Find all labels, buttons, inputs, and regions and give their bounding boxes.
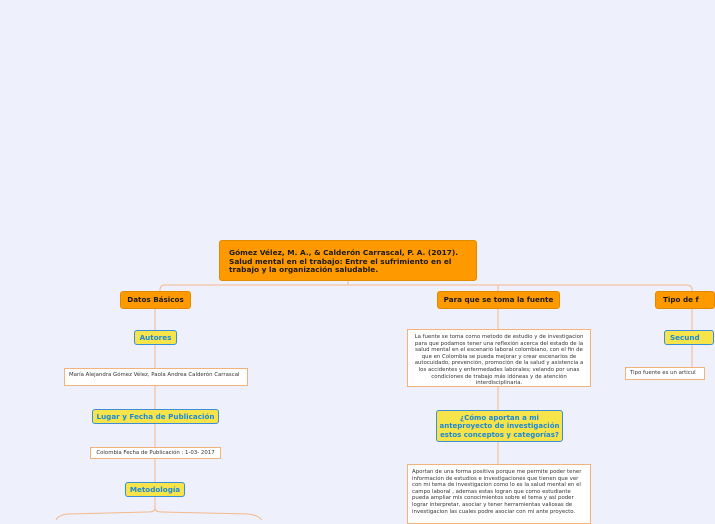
branch-para-que[interactable] [437,291,560,309]
subtopic-autores[interactable] [134,330,177,345]
branch-tipo-fuente[interactable] [655,291,715,309]
fecha-text-box[interactable] [90,447,221,459]
subtopic-como-aportan-label: ¿Cómo aportan a mi anteproyecto de investigación estos conceptos y categorías? [439,414,560,439]
subtopic-secundaria[interactable] [664,330,714,345]
fecha-text: Colombia Fecha de Publicación : 1-03- 2017 [96,450,215,456]
branch-datos-basicos[interactable] [120,291,191,309]
autores-text: María Alejandra Gómez Vélez, Paola Andrea Calderón Carrascal [69,372,240,378]
tipo-text-box[interactable] [625,367,705,380]
fuente-text-box[interactable] [407,329,591,387]
autores-text-box[interactable] [64,368,248,386]
subtopic-como-aportan[interactable] [436,410,563,442]
aportan-text-box[interactable] [407,464,591,524]
aportan-text: Aportan de una forma positiva porque me permite poder tener informacion de estudios e investigaciones que tienen que ver con mi tema de investigacion como lo es la salud mental en el campo laboral , ademas estas logran que como estudiante pueda ampliar mis conocimientos sobre el tema y asi poder lograr interpretar, asociar y tener herramientas valiosas de investigacion las cuales podre asociar con mi ante proyecto. [412,469,582,515]
central-topic[interactable] [219,240,477,281]
tipo-text: Tipo fuente es un articul [630,370,696,376]
fuente-text: La fuente se toma como metodo de estudio y de investigacion para que podamos tener una reflexión acerca del estado de la salud mental en el escenario laboral colombiano, con el fin de que en Colombia se pueda mejorar y crear escenarios de autocuidado, prevención, promoción de la salud y asistencia a los accidentes y enfermedades laborales; velando por unas condiciones de trabajo más idóneas y de atención interdisciplinaria. [414,334,584,387]
branch-datos-basicos-label: Datos Básicos [127,295,184,304]
subtopic-lugar-fecha[interactable] [92,409,219,424]
central-topic-text: Gómez Vélez, M. A., & Calderón Carrascal, P. A. (2017). Salud mental en el trabajo: Entre el sufrimiento en el trabajo y la organización saludable. [229,248,459,275]
branch-para-que-label: Para que se toma la fuente [443,295,554,304]
branch-tipo-fuente-label: Tipo de f [663,295,699,304]
subtopic-metodologia-label: Metodología [129,485,181,494]
subtopic-secundaria-label: Secund [670,333,700,342]
subtopic-autores-label: Autores [139,333,172,342]
subtopic-lugar-fecha-label: Lugar y Fecha de Publicación [96,412,215,421]
subtopic-metodologia[interactable] [125,482,185,497]
